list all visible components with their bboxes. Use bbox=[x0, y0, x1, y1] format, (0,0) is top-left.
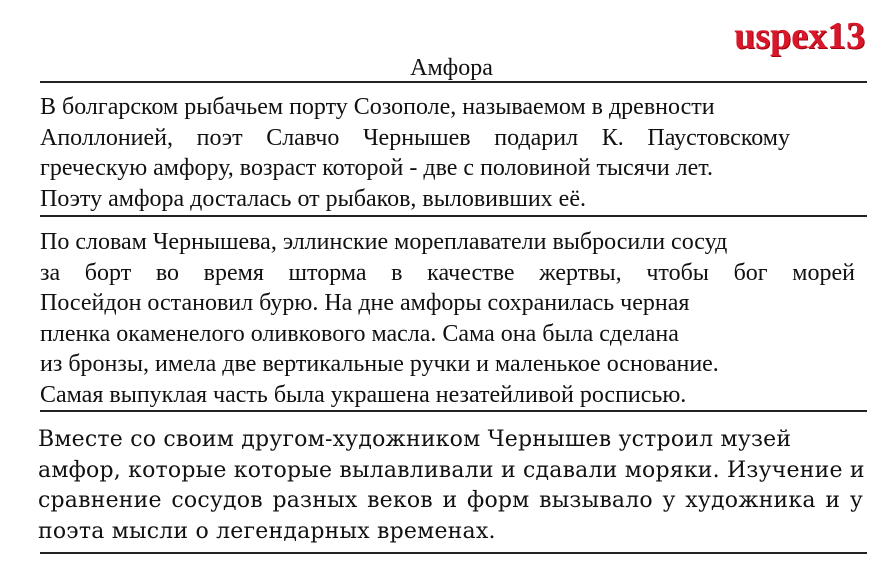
paragraph-1-line-2: Аполлонией, поэт Славчо Чернышев подарил К. Паустовскому bbox=[40, 124, 790, 151]
paragraph-3-line-1: Вместе со своим другом-художником Чернышев устроил музей bbox=[38, 427, 792, 452]
divider-2 bbox=[40, 410, 867, 412]
paragraph-3 bbox=[38, 425, 863, 547]
divider-bottom bbox=[40, 552, 867, 554]
paragraph-1 bbox=[40, 92, 865, 214]
paragraph-1-line-3: греческую амфору, возраст которой - две с половиной тысячи лет. bbox=[40, 155, 713, 181]
paragraph-2-line-1: По словам Чернышева, эллинские мореплаватели выбросили сосуд bbox=[40, 229, 728, 255]
paragraph-1-line-1: В болгарском рыбачьем порту Созополе, называемом в древности bbox=[40, 94, 715, 120]
watermark-logo: uspex13 bbox=[734, 15, 865, 57]
divider-top bbox=[40, 81, 867, 83]
paragraph-2-line-3: Посейдон остановил бурю. На дне амфоры сохранилась черная bbox=[40, 290, 690, 316]
paragraph-3-line-4: поэта мысли о легендарных временах. bbox=[38, 518, 496, 544]
paragraph-3-line-2: амфор, которые которые вылавливали и сдавали моряки. Изучение и bbox=[38, 457, 865, 483]
paragraph-2-line-5: из бронзы, имела две вертикальные ручки и маленькое основание. bbox=[40, 351, 719, 377]
paragraph-2-line-2: за борт во время шторма в качестве жертвы, чтобы бог морей bbox=[40, 259, 855, 286]
paragraph-2-line-4: пленка окаменелого оливкового масла. Сама она была сделана bbox=[40, 320, 679, 347]
document-title: Амфора bbox=[410, 55, 493, 81]
paragraph-3-line-3: сравнение сосудов разных веков и форм вызывало у художника и у bbox=[38, 488, 863, 513]
divider-1 bbox=[40, 215, 867, 217]
paragraph-2 bbox=[40, 227, 865, 410]
paragraph-1-line-4: Поэту амфора досталась от рыбаков, выловивших её. bbox=[40, 185, 586, 212]
paragraph-2-line-6: Самая выпуклая часть была украшена незатейливой росписью. bbox=[40, 381, 687, 408]
